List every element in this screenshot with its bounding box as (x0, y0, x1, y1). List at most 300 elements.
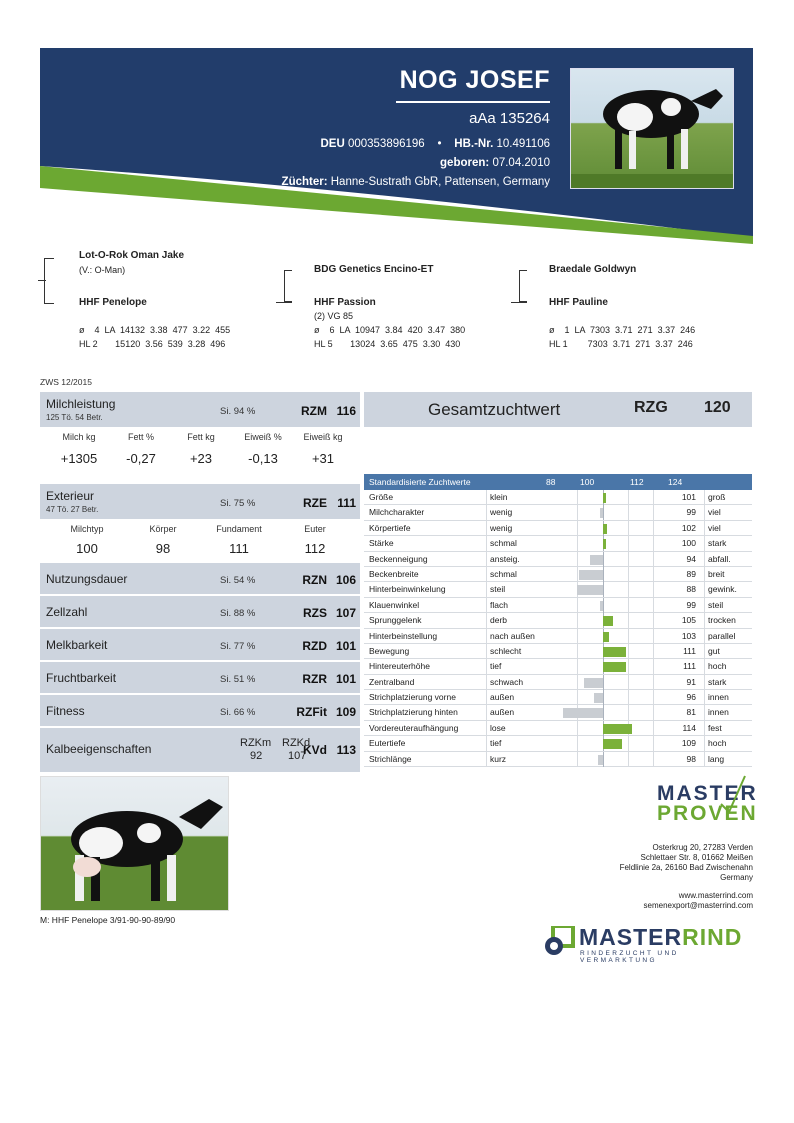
milk-yield-label: Milchleistung (46, 397, 116, 411)
gridline (603, 675, 604, 690)
bull-name: NOG JOSEF (399, 66, 550, 94)
registration-line: DEU 000353896196 • HB.-Nr. 10.491106 (320, 138, 550, 150)
linear-trait-low-label: kurz (490, 753, 507, 764)
logo-text-master: MASTER (657, 782, 758, 805)
column-divider (486, 582, 487, 596)
column-divider (486, 567, 487, 581)
milk-yield-daughters: 125 Tö. 54 Betr. (46, 413, 103, 422)
exterior-value: 111 (337, 496, 356, 510)
gridline (653, 521, 654, 536)
address-line: Feldlinie 2a, 26160 Bad Zwischenahn (619, 863, 753, 872)
column-divider (704, 736, 705, 750)
linear-trait-value: 105 (681, 615, 696, 626)
column-divider (704, 552, 705, 566)
sire-dam-average: ø 4 LA 14132 3.38 477 3.22 455 (79, 325, 231, 335)
linear-trait-row (364, 536, 752, 551)
linear-bar-zone (552, 613, 666, 628)
calving-label: Kalbeeigenschaften (46, 742, 152, 756)
linear-trait-high-label: breit (708, 568, 725, 579)
linear-trait-low-label: schlecht (490, 645, 522, 656)
gridline (603, 752, 604, 767)
gridline (653, 536, 654, 551)
linear-trait-value: 114 (682, 722, 696, 733)
gridline (577, 567, 578, 582)
linear-trait-row (364, 690, 752, 705)
exterior-reliability: Si. 75 % (220, 498, 256, 509)
beta-casein: aAa 135264 (469, 110, 550, 127)
linear-trait-high-label: lang (708, 753, 725, 764)
linear-trait-value: 96 (686, 692, 696, 703)
breeder-name: Hanne-Sustrath GbR, Pattensen, Germany (330, 176, 550, 188)
trait-code: RZN (302, 573, 327, 587)
linear-trait-name: Strichlänge (369, 753, 412, 764)
column-divider (704, 536, 705, 550)
linear-bar-zone (552, 598, 666, 613)
linear-trait-high-label: abfall. (708, 553, 731, 564)
pedigree-bracket-mgs (519, 270, 527, 302)
total-merit-label: Gesamtzuchtwert (428, 400, 561, 419)
linear-trait-row (364, 598, 752, 613)
linear-trait-bar (603, 724, 633, 734)
column-divider (704, 644, 705, 658)
linear-trait-row (364, 505, 752, 520)
gridline (653, 582, 654, 597)
linear-trait-value: 88 (686, 584, 696, 595)
linear-bar-zone (552, 752, 666, 767)
gridline (577, 552, 578, 567)
maternal-granddam-name: HHF Pauline (549, 297, 608, 308)
gridline (628, 690, 629, 705)
pedigree-bracket-mgs-base (511, 302, 527, 303)
exterior-details (40, 519, 360, 561)
gridline (577, 521, 578, 536)
linear-trait-name: Hintereuterhöhe (369, 661, 430, 672)
wordmark-rind: RIND (682, 924, 743, 950)
linear-bar-zone (552, 644, 666, 659)
gridline (653, 567, 654, 582)
column-divider (486, 613, 487, 627)
sire-dam-best-lactation: HL 2 15120 3.56 539 3.28 496 (79, 339, 226, 349)
logo-text-proven: PROVEN (657, 802, 758, 825)
sire-sire-name: Lot-O-Rok Oman Jake (79, 250, 185, 261)
gridline (577, 752, 578, 767)
gridline (653, 613, 654, 628)
milk-detail-header: Milch kg (62, 432, 96, 442)
trait-code: RZFit (296, 705, 327, 719)
linear-table-body (364, 490, 752, 767)
linear-trait-value: 99 (686, 507, 696, 518)
linear-trait-low-label: derb (490, 615, 508, 626)
calving-value: 113 (336, 743, 356, 757)
linear-trait-row (364, 644, 752, 659)
trait-reliability: Si. 77 % (220, 641, 256, 652)
column-divider (704, 690, 705, 704)
dam-name: HHF Passion (314, 297, 376, 308)
linear-trait-name: Beckenneigung (369, 553, 428, 564)
column-divider (704, 490, 705, 504)
sire-dam-name: HHF Penelope (79, 297, 147, 308)
linear-bar-zone (552, 690, 666, 705)
linear-bar-zone (552, 721, 666, 736)
maternal-grandsire-name: Braedale Goldwyn (549, 264, 637, 275)
trait-value: 106 (335, 573, 356, 587)
exterior-code: RZE (303, 496, 327, 510)
column-divider (704, 567, 705, 581)
linear-trait-name: Zentralband (369, 676, 415, 687)
hb-label: HB.-Nr. (454, 138, 494, 150)
address-line: Germany (720, 873, 753, 882)
trait-label: Fruchtbarkeit (46, 671, 117, 685)
linear-trait-value: 109 (681, 738, 696, 749)
linear-trait-value: 111 (683, 645, 696, 656)
milk-detail-header: Fett kg (187, 432, 215, 442)
linear-trait-bar (603, 524, 607, 534)
gridline (628, 644, 629, 659)
gridline (628, 705, 629, 720)
gridline (603, 582, 604, 597)
gridline (653, 644, 654, 659)
linear-bar-zone (552, 521, 666, 536)
column-divider (704, 521, 705, 535)
exterior-box (40, 484, 360, 519)
linear-trait-bar (603, 539, 606, 549)
column-divider (486, 536, 487, 550)
gridline (653, 659, 654, 674)
linear-trait-high-label: steil (708, 599, 724, 610)
linear-bar-zone (552, 505, 666, 520)
gridline (577, 659, 578, 674)
linear-trait-name: Strichplatzierung vorne (369, 692, 456, 703)
linear-trait-high-label: innen (708, 707, 729, 718)
column-divider (704, 752, 705, 766)
gridline (628, 598, 629, 613)
dam-average: ø 6 LA 10947 3.84 420 3.47 380 (314, 325, 466, 335)
linear-trait-row (364, 490, 752, 505)
trait-label: Nutzungsdauer (46, 572, 128, 586)
linear-bar-zone (552, 552, 666, 567)
gridline (628, 536, 629, 551)
gridline (653, 629, 654, 644)
linear-trait-bar (603, 647, 626, 657)
wordmark-master: MASTER (579, 924, 683, 950)
gridline (628, 505, 629, 520)
linear-trait-bar (579, 570, 602, 580)
linear-bar-zone (552, 536, 666, 551)
pedigree-bracket-dam (284, 270, 292, 302)
linear-trait-high-label: stark (708, 538, 727, 549)
linear-trait-high-label: viel (708, 522, 721, 533)
born-date: 07.04.2010 (492, 157, 550, 169)
linear-trait-high-label: viel (708, 507, 721, 518)
gridline (603, 598, 604, 613)
trait-reliability: Si. 66 % (220, 707, 256, 718)
linear-trait-low-label: flach (490, 599, 508, 610)
gridline (653, 598, 654, 613)
gridline (603, 567, 604, 582)
total-merit-value: 120 (704, 399, 731, 416)
gridline (577, 536, 578, 551)
gridline (628, 582, 629, 597)
address-line: Osterkrug 20, 27283 Verden (652, 843, 753, 852)
linear-trait-row (364, 721, 752, 736)
linear-trait-value: 103 (681, 630, 696, 641)
gridline (577, 690, 578, 705)
exterior-detail-header: Euter (304, 524, 326, 534)
scale-label: 124 (668, 477, 683, 487)
dam-photo-caption: M: HHF Penelope 3/91-90-90-89/90 (40, 915, 176, 925)
checkmark-icon (719, 774, 747, 814)
master-proven-logo (657, 782, 758, 826)
linear-trait-low-label: nach außen (490, 630, 535, 641)
milk-detail-value: +23 (189, 451, 213, 466)
column-divider (704, 613, 705, 627)
linear-trait-value: 81 (686, 707, 696, 718)
linear-trait-row (364, 675, 752, 690)
linear-trait-bar (577, 585, 602, 595)
maternal-granddam-best-lactation: HL 1 7303 3.71 271 3.37 246 (549, 339, 693, 349)
calving-code: KVd (303, 743, 327, 757)
gridline (653, 490, 654, 505)
masterrind-wordmark (579, 924, 742, 951)
linear-bar-zone (552, 736, 666, 751)
linear-trait-low-label: wenig (490, 522, 513, 533)
linear-trait-high-label: hoch (708, 661, 727, 672)
trait-box-milkability (40, 629, 360, 660)
trait-reliability: Si. 88 % (220, 608, 256, 619)
gridline (577, 629, 578, 644)
column-divider (486, 690, 487, 704)
gridline (577, 613, 578, 628)
breeder-label: Züchter: (281, 176, 328, 188)
linear-trait-high-label: trocken (708, 615, 736, 626)
column-divider (704, 582, 705, 596)
masterrind-logo (543, 924, 753, 964)
exterior-detail-value: 100 (76, 541, 98, 556)
email-link[interactable]: semenexport@masterrind.com (643, 901, 753, 910)
linear-trait-row (364, 552, 752, 567)
gridline (628, 736, 629, 751)
column-divider (486, 521, 487, 535)
linear-trait-low-label: schwach (490, 676, 524, 687)
linear-trait-low-label: schmal (490, 568, 517, 579)
gridline (653, 721, 654, 736)
milk-detail-value: +31 (311, 451, 335, 466)
linear-bar-zone (552, 705, 666, 720)
linear-trait-high-label: gewink. (708, 584, 737, 595)
deu-number: 000353896196 (347, 138, 425, 150)
column-divider (486, 490, 487, 504)
linear-trait-value: 89 (686, 568, 696, 579)
trait-label: Zellzahl (46, 605, 88, 619)
linear-trait-bar (600, 601, 603, 611)
trait-code: RZD (302, 639, 327, 653)
dam-photo (40, 776, 229, 911)
masterrind-emblem-icon (543, 926, 577, 958)
linear-trait-low-label: außen (490, 692, 515, 703)
scale-label: 100 (580, 477, 595, 487)
gridline (603, 705, 604, 720)
column-divider (486, 705, 487, 719)
linear-trait-bar (590, 555, 603, 565)
linear-trait-low-label: schmal (490, 538, 517, 549)
linear-trait-name: Körpertiefe (369, 522, 411, 533)
linear-trait-high-label: gut (708, 645, 720, 656)
gridline (628, 567, 629, 582)
linear-bar-zone (552, 659, 666, 674)
gridline (577, 721, 578, 736)
column-divider (486, 659, 487, 673)
milk-detail-value: +1305 (60, 451, 98, 466)
gridline (653, 705, 654, 720)
linear-trait-low-label: ansteig. (490, 553, 520, 564)
linear-trait-high-label: stark (708, 676, 727, 687)
exterior-detail-header: Milchtyp (70, 524, 104, 534)
sire-sire-note: (V.: O-Man) (79, 265, 126, 275)
exterior-detail-value: 112 (304, 541, 326, 556)
linear-trait-name: Hinterbeinwinkelung (369, 584, 446, 595)
trait-value: 109 (335, 705, 356, 719)
linear-trait-bar (603, 632, 609, 642)
column-divider (486, 505, 487, 519)
trait-reliability: Si. 54 % (220, 575, 256, 586)
linear-bar-zone (552, 629, 666, 644)
column-divider (704, 721, 705, 735)
milk-yield-code: RZM (301, 404, 327, 418)
linear-trait-low-label: tief (490, 738, 502, 749)
trait-box-longevity (40, 563, 360, 594)
exterior-daughters: 47 Tö. 27 Betr. (46, 505, 99, 514)
linear-trait-low-label: klein (490, 492, 508, 502)
trait-label: Melkbarkeit (46, 638, 108, 652)
trait-value: 101 (335, 639, 356, 653)
pedigree-bracket-sire-tick (38, 280, 46, 281)
linear-trait-value: 91 (686, 676, 696, 687)
gridline (653, 690, 654, 705)
column-divider (704, 659, 705, 673)
milk-detail-header: Eiweiß kg (303, 432, 343, 442)
linear-trait-value: 102 (681, 522, 696, 533)
gridline (628, 675, 629, 690)
exterior-label: Exterieur (46, 489, 95, 503)
milk-yield-box (40, 392, 360, 427)
gridline (653, 736, 654, 751)
gridline (653, 552, 654, 567)
linear-trait-bar (603, 662, 626, 672)
linear-trait-low-label: tief (490, 661, 502, 672)
trait-box-calving (40, 728, 360, 772)
linear-trait-row (364, 705, 752, 720)
column-divider (486, 721, 487, 735)
linear-trait-name: Klauenwinkel (369, 599, 420, 610)
gridline (628, 752, 629, 767)
milk-detail-header: Fett % (127, 432, 154, 442)
linear-bar-zone (552, 567, 666, 582)
rzkd-label: RZKd (282, 737, 311, 749)
address-line: Schlettaer Str. 8, 01662 Meißen (640, 853, 753, 862)
scale-label: 112 (630, 477, 644, 487)
linear-trait-low-label: wenig (490, 507, 513, 518)
gridline (628, 490, 629, 505)
born-label: geboren: (440, 157, 490, 169)
dam-best-lactation: HL 5 13024 3.65 475 3.30 430 (314, 339, 461, 349)
milk-yield-reliability: Si. 94 % (220, 406, 256, 417)
gridline (577, 736, 578, 751)
linear-trait-name: Hinterbeinstellung (369, 630, 438, 641)
bull-photo (570, 68, 734, 189)
linear-trait-low-label: steil (490, 584, 506, 595)
linear-trait-high-label: hoch (708, 738, 727, 749)
linear-trait-value: 101 (681, 492, 696, 502)
gridline (628, 552, 629, 567)
column-divider (486, 752, 487, 766)
trait-box-fitness (40, 695, 360, 726)
linear-trait-row (364, 659, 752, 674)
linear-trait-row (364, 521, 752, 536)
gridline (653, 505, 654, 520)
total-merit-code: RZG (634, 399, 668, 416)
linear-table-header (364, 474, 752, 490)
column-divider (486, 598, 487, 612)
gridline (577, 505, 578, 520)
gridline (577, 490, 578, 505)
gridline (653, 675, 654, 690)
trait-reliability: Si. 51 % (220, 674, 256, 685)
gridline (603, 505, 604, 520)
column-divider (486, 629, 487, 643)
linear-traits-table (364, 474, 752, 767)
linear-trait-name: Strichplatzierung hinten (369, 707, 458, 718)
exterior-detail-value: 98 (155, 541, 171, 556)
pedigree-bracket-sire (44, 258, 54, 304)
linear-trait-bar (594, 693, 602, 703)
gridline (628, 629, 629, 644)
gridline (628, 613, 629, 628)
column-divider (704, 705, 705, 719)
linear-trait-high-label: fest (708, 722, 722, 733)
linear-trait-bar (563, 708, 603, 718)
trait-code: RZS (303, 606, 327, 620)
trait-label: Fitness (46, 704, 85, 718)
header-banner (40, 48, 753, 252)
gridline (603, 690, 604, 705)
linear-trait-name: Vordereuteraufhängung (369, 722, 459, 733)
rzkm-label: RZKm (240, 737, 272, 749)
deu-label: DEU (320, 138, 345, 150)
trait-value: 107 (335, 606, 356, 620)
breeder-line (282, 176, 550, 188)
milk-yield-value: 116 (336, 404, 356, 418)
rzkd-value: 107 (288, 750, 307, 762)
column-divider (486, 675, 487, 689)
column-divider (486, 644, 487, 658)
linear-bar-zone (552, 490, 666, 505)
column-divider (704, 675, 705, 689)
linear-bar-zone (552, 582, 666, 597)
breeding-value-date: ZWS 12/2015 (40, 377, 92, 387)
linear-trait-name: Eutertiefe (369, 738, 406, 749)
trait-box-fertility (40, 662, 360, 693)
linear-trait-row (364, 736, 752, 751)
gridline (577, 598, 578, 613)
exterior-detail-value: 111 (229, 541, 249, 556)
website-link[interactable]: www.masterrind.com (678, 891, 753, 900)
linear-trait-bar (600, 508, 603, 518)
milk-detail-header: Eiweiß % (244, 432, 282, 442)
masterrind-tagline: RINDERZUCHT UND VERMARKTUNG (580, 950, 679, 964)
linear-trait-row (364, 582, 752, 597)
linear-trait-bar (584, 678, 603, 688)
linear-trait-row (364, 567, 752, 582)
